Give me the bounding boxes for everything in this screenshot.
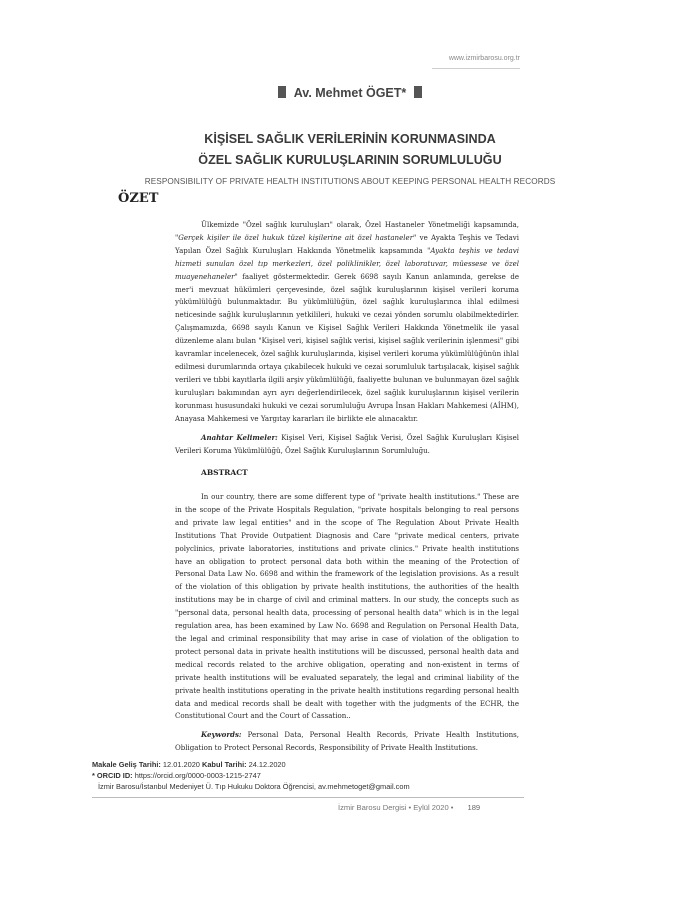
english-keywords-label: Keywords: xyxy=(201,730,242,739)
ozet-text-1: Ülkemizde "Özel sağlık kuruluşları" olarak, Özel Hastaneler Yönetmeliği kapsamında, xyxy=(201,220,519,229)
title-line-1: KİŞİSEL SAĞLIK VERİLERİNİN KORUNMASINDA xyxy=(204,132,496,146)
ozet-text-5: faaliyet göstermektedir. Gerek 6698 sayılı Kanun anlamında, gerekse de mer'i mevzuat hükümleri çerçevesinde, özel sağlık kuruluşlarının kişisel verileri koruma yükümlülüğü bulunmaktadır. Bu yükümlülüğün, özel sağlık kuruluşlarınca ihlal edilmesi neticesinde sağlık kuruluşlarının yetkilileri, hukuki ve cezai yönden sorumlu olabilmektedirler. Çalışmamızda, 6698 sayılı Kanun ve Kişisel Sağlık Verileri Hakkında Yönetmelik ile yasal düzenleme alanı bulan "Kişisel veri, kişisel sağlık verisi, kişisel sağlık verilerinin işlenmesi" gibi kavramlar incelenecek, özel sağlık kuruluşlarında, kişisel verileri koruma yükümlülüğünün ihlal edilmesi durumlarında ortaya çıkabilecek hukuki ve cezai sorumluluk tartışılacak, kişisel sağlık verileri ve tıbbi kayıtlarla ilgili arşiv yükümlülüğü, faaliyette bulunan ve bulunmayan özel sağlık kuruluşları bakımından ayrı ayrı değerlendirilecek, özel sağlık kuruluşlarının kişisel verilerin korunması hususundaki hukuki ve cezai sorumluluğu Avrupa İnsan Hakları Mahkemesi (AİHM), Anayasa Mahkemesi ve Yargıtay kararları ile birlikte ele alınacaktır. xyxy=(175,271,519,423)
title-line-2: ÖZEL SAĞLIK KURULUŞLARININ SORUMLULUĞU xyxy=(198,153,502,167)
article-title xyxy=(0,129,700,171)
orcid-label: * ORCID ID: xyxy=(92,771,133,780)
ozet-text-2: "Gerçek kişiler ile özel hukuk tüzel kişilerine ait özel hastaneler" xyxy=(175,232,417,242)
orcid-line xyxy=(92,770,410,781)
ozet-heading: ÖZET xyxy=(118,191,159,206)
english-abstract xyxy=(175,491,519,723)
page-number: 189 xyxy=(467,803,481,812)
arrival-date: 12.01.2020 xyxy=(160,760,202,769)
square-bullet-icon xyxy=(414,86,422,98)
english-abstract-text: In our country, there are some different type of "private health institutions." These are in the scope of the Private Hospitals Regulation, "private hospitals belonging to real persons and private law legal entities" and in the scope of The Regulation About Private Health Institutions That Provide Outpatient Diagnosis and Care "private medical centers, private polyclinics, private laboratories, institutions and private clinics." Private health institutions have an obligation to protect personal data both within the meaning of the Protection of Personal Data Law No. 6698 and within the framework of the legislation provisions. As a result of the violation of this obligation by private health institutions, the authorities of the health institutions may be in charge of civil and criminal matters. In our study, the concepts such as "personal data, personal health data, processing of personal health data" which is in the legal regulation area, has been examined by Law No. 6698 and Regulation on Personal Health Data, the legal and criminal responsibility that may arise in case of violation of the obligation to protect personal data in private health institutions will be discussed, personal health data and medical records related to the archive obligation, operating and non-existent in terms of private health institutions will be evaluated separately, the legal and criminal liability of the private health institutions operating in the private health institutions regarding personal health data and medical records shall be dealt with together with the judgments of the ECHR, the Constitutional Court and the Court of Cassation.. xyxy=(175,492,519,721)
turkish-keywords xyxy=(175,432,519,458)
footer-rule xyxy=(92,797,524,798)
page-footer xyxy=(338,803,480,812)
accept-date: 24.12.2020 xyxy=(246,760,286,769)
english-title: RESPONSIBILITY OF PRIVATE HEALTH INSTITUTIONS ABOUT KEEPING PERSONAL HEALTH RECORDS xyxy=(144,177,556,186)
article-meta xyxy=(92,759,410,792)
english-keywords xyxy=(175,729,519,755)
ozet-text-3: ve Ayakta Teşhis ve Tedavi Yapılan Özel Sağlık Kuruluşları Hakkında Yönetmelik kapsamında xyxy=(175,232,519,255)
journal-issue: İzmir Barosu Dergisi • Eylül 2020 • xyxy=(338,803,454,812)
author-line xyxy=(0,86,700,100)
abstract-heading: ABSTRACT xyxy=(201,468,248,477)
arrival-label: Makale Geliş Tarihi: xyxy=(92,760,161,769)
english-keywords-text: Personal Data, Personal Health Records, Private Health Institutions, Obligation to Protect Personal Records, Responsibility of Private Health Institutions. xyxy=(175,730,519,752)
author-name: Av. Mehmet ÖGET* xyxy=(293,86,407,100)
header-rule xyxy=(432,68,520,69)
orcid-link[interactable]: https://orcid.org/0000-0003-1215-2747 xyxy=(132,771,261,780)
accept-label: Kabul Tarihi: xyxy=(201,760,247,769)
site-url[interactable]: www.izmirbarosu.org.tr xyxy=(448,55,520,62)
square-bullet-icon xyxy=(278,86,286,98)
submission-dates xyxy=(92,759,410,770)
turkish-keywords-text: Kişisel Veri, Kişisel Sağlık Verisi, Özel Sağlık Kuruluşları Kişisel Verileri Koruma Yükümlülüğü, Özel Sağlık Kuruluşlarının Sorumluluğu. xyxy=(175,433,519,455)
author-affiliation: İzmir Barosu/İstanbul Medeniyet Ü. Tıp Hukuku Doktora Öğrencisi, av.mehmetoget@gmail.com xyxy=(98,782,410,791)
ozet-text-4: "Ayakta teşhis ve tedavi hizmeti sunulan özel tıp merkezleri, özel poliklinikler, özel laboratuvar, müessese ve özel muayenehaneler" xyxy=(175,245,519,281)
turkish-abstract xyxy=(175,219,519,426)
turkish-keywords-label: Anahtar Kelimeler: xyxy=(201,433,278,442)
